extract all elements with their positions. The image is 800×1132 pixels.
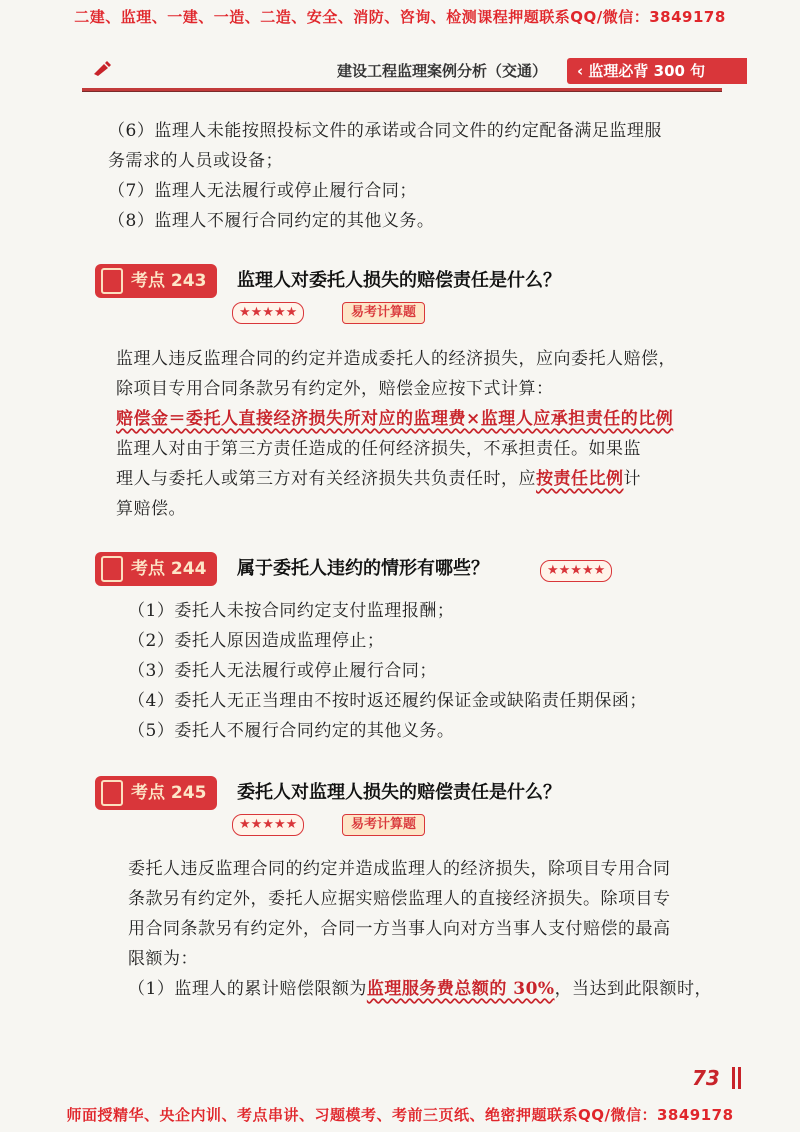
list-item: （1）监理人的累计赔偿限额为监理服务费总额的 30%，当达到此限额时， [128,979,713,999]
page-number: 73 [692,1066,720,1090]
kp-label: 考点 244 [131,559,207,579]
text-line: 监理人对由于第三方责任造成的任何经济损失，不承担责任。如果监 [116,439,641,459]
book-icon [101,780,123,806]
text-line: 委托人违反监理合同的约定并造成监理人的经济损失，除项目专用合同 [128,859,671,879]
text-line: 监理人违反监理合同的约定并造成委托人的经济损失，应向委托人赔偿， [116,349,676,369]
text-line: 用合同条款另有约定外，合同一方当事人向对方当事人支付赔偿的最高 [128,919,671,939]
list-item: （3）委托人无法履行或停止履行合同； [128,661,437,681]
list-item: （5）委托人不履行合同约定的其他义务。 [128,721,455,741]
page-number-bar [732,1067,735,1089]
bottom-ad-banner: 师面授精华、央企内训、考点串讲、习题模考、考前三页纸、绝密押题联系QQ/微信：3849178 [66,1106,734,1124]
highlight-ratio: 按责任比例 [536,469,624,489]
star-rating: ★★★★★ [540,560,612,582]
text-line: 理人与委托人或第三方对有关经济损失共负责任时，应按责任比例计 [116,469,641,489]
kp-title: 属于委托人违约的情形有哪些？ [237,558,489,579]
kp-label-box [95,264,217,298]
formula: 赔偿金＝委托人直接经济损失所对应的监理费×监理人应承担责任的比例 [116,409,674,429]
book-icon [101,268,123,294]
kp-label-box [95,552,217,586]
page-header [82,58,747,86]
kp-label: 考点 245 [131,783,207,803]
list-item: （4）委托人无正当理由不按时返还履约保证金或缺陷责任期保函； [128,691,647,711]
list-item: （6）监理人未能按照投标文件的承诺或合同文件的约定配备满足监理服 [108,121,662,141]
kp244-list [128,596,763,746]
kp-title: 监理人对委托人损失的赔偿责任是什么？ [237,270,561,291]
text-line: 除项目专用合同条款另有约定外，赔偿金应按下式计算： [116,379,554,399]
text-line: 限额为： [128,949,198,969]
kp243-body [116,344,751,524]
book-icon [101,556,123,582]
list-item: （7）监理人无法履行或停止履行合同； [108,181,417,201]
highlight-limit: 监理服务费总额的 30% [366,979,555,999]
header-badge: ‹ 监理必背 300 句 [567,58,747,84]
top-ad-banner: 二建、监理、一建、一造、二造、安全、消防、咨询、检测课程押题联系QQ/微信：3849178 [74,8,726,26]
list-item: （8）监理人不履行合同约定的其他义务。 [108,211,435,231]
kp-title: 委托人对监理人损失的赔偿责任是什么？ [237,782,561,803]
star-rating: ★★★★★ [232,302,304,324]
page-number-bar [738,1067,741,1089]
kp-label-box [95,776,217,810]
header-divider [82,88,722,92]
book-title: 建设工程监理案例分析（交通） [336,62,547,80]
intro-list [108,116,743,236]
text-line: 算赔偿。 [116,499,186,519]
kp-label: 考点 243 [131,271,207,291]
text-line: 条款另有约定外，委托人应据实赔偿监理人的直接经济损失。除项目专 [128,889,671,909]
pen-icon [92,60,112,76]
calc-tag: 易考计算题 [342,302,425,324]
calc-tag: 易考计算题 [342,814,425,836]
list-item: （1）委托人未按合同约定支付监理报酬； [128,601,455,621]
list-item: 务需求的人员或设备； [108,151,283,171]
kp245-body [128,854,763,1004]
star-rating: ★★★★★ [232,814,304,836]
list-item: （2）委托人原因造成监理停止； [128,631,385,651]
